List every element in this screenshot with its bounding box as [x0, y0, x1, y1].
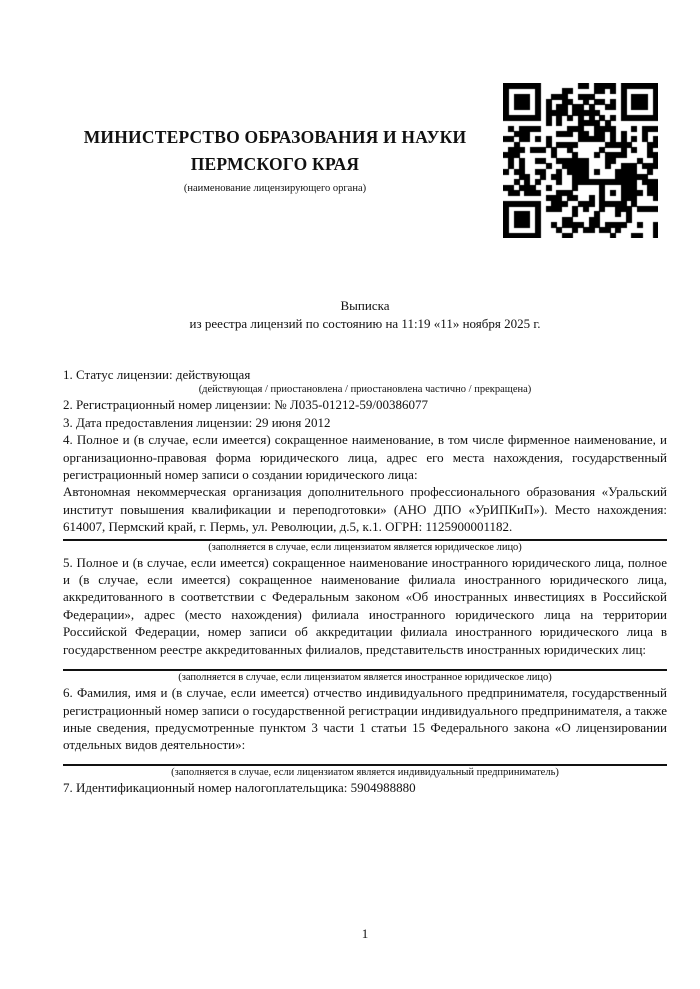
page-number: 1: [361, 926, 369, 941]
document-title: Выписка: [340, 298, 390, 313]
ministry-name-line1: МИНИСТЕРСТВО ОБРАЗОВАНИЯ И НАУКИ: [83, 127, 467, 147]
entrepreneur-label: 6. Фамилия, имя и (в случае, если имеется) отчество индивидуального предпринимателя, государственный регистрационный номер записи о государственной регистрации индивидуального предпринимателя, а также иные сведения, предусмотренные пунктом 3 части 1 статьи 15 Федерального закона «О лицензировании отдельных видов деятельности»:: [63, 685, 667, 753]
document-body: [63, 366, 667, 796]
legal-entity-label: 4. Полное и (в случае, если имеется) сокращенное наименование, в том числе фирменное наименование, и организационно-правовая форма юридического лица, адрес его места нахождения, государственный регистрационный номер записи о создании юридического лица:: [63, 432, 667, 483]
registration-number: 2. Регистрационный номер лицензии: № Л035-01212-59/00386077: [63, 397, 429, 413]
document-title-block: [63, 297, 667, 332]
document-subtitle: из реестра лицензий по состоянию на 11:19 «11» ноября 2025 г.: [189, 315, 541, 331]
qr-code-icon: [503, 83, 658, 238]
status-options-caption: (действующая / приостановлена / приостановлена частично / прекращена): [198, 384, 532, 396]
foreign-entity-label: 5. Полное и (в случае, если имеется) сокращенное наименование иностранного юридического лица, полное и (в случае, если имеется) сокращенное наименование филиала иностранного юридического лица, аккредитованного в соответствии с Федеральным законом «Об иностранных инвестициях в Российской Федерации», адрес (место нахождения) филиала иностранного юридического лица на территории Российской Федерации, номер записи об аккредитации филиала иностранного юридического лица в государственном реестре аккредитованных филиалов, представительств иностранных юридических лиц:: [63, 554, 667, 657]
license-grant-date: 3. Дата предоставления лицензии: 29 июня 2012: [63, 414, 331, 430]
ministry-name-line2: ПЕРМСКОГО КРАЯ: [190, 154, 360, 174]
foreign-entity-caption: (заполняется в случае, если лицензиатом является иностранное юридическое лицо): [178, 672, 552, 684]
legal-entity-value: Автономная некоммерческая организация дополнительного профессионального образования «Уральский институт повышения квалификации и переподготовки» (АНО ДПО «УрИПКиП»). Место нахождения: 614007, Пермский край, г. Пермь, ул. Революции, д.5, к.1. ОГРН: 1125900001182.: [63, 484, 667, 535]
legal-entity-caption: (заполняется в случае, если лицензиатом является юридическое лицо): [208, 541, 522, 553]
taxpayer-number: 7. Идентификационный номер налогоплательщика: 5904988880: [63, 779, 416, 795]
license-status: 1. Статус лицензии: действующая: [63, 367, 251, 382]
ministry-caption: (наименование лицензирующего органа): [183, 183, 367, 194]
entrepreneur-caption: (заполняется в случае, если лицензиатом является индивидуальный предприниматель): [171, 766, 559, 778]
licensing-authority-block: [63, 124, 487, 195]
